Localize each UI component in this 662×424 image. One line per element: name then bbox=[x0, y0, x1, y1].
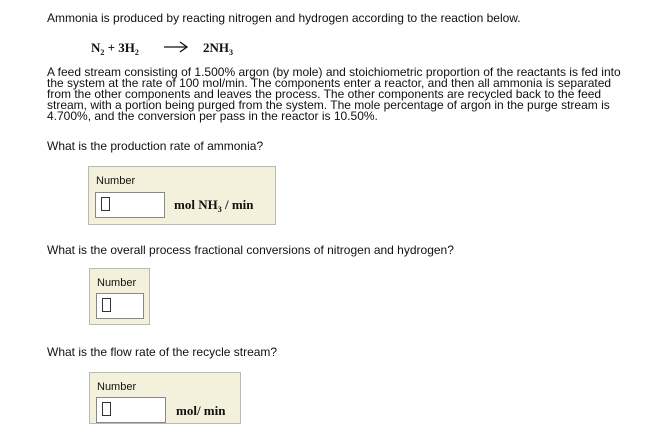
unit-3-prefix: mol/ min bbox=[176, 403, 226, 418]
answer-box-3-label: Number bbox=[97, 381, 137, 393]
answer-box-2-label: Number bbox=[97, 277, 137, 289]
question-3-text: What is the flow rate of the recycle stream? bbox=[47, 345, 278, 359]
problem-paragraph bbox=[47, 67, 659, 122]
reaction-arrow-icon bbox=[163, 40, 189, 54]
answer-box-2 bbox=[89, 268, 150, 325]
reactant-nitrogen-subscript: 2 bbox=[100, 48, 105, 57]
answer-input-3[interactable] bbox=[96, 397, 166, 423]
answer-input-2[interactable] bbox=[96, 293, 144, 319]
question-2-text: What is the overall process fractional conversions of nitrogen and hydrogen? bbox=[47, 243, 454, 257]
question-1-text: What is the production rate of ammonia? bbox=[47, 139, 264, 153]
answer-unit-3 bbox=[176, 403, 225, 419]
paragraph-line: A feed stream consisting of 1.500% argon (by mole) and stoichiometric proportion of the reactants is fed into bbox=[47, 65, 621, 79]
product-ammonia: 2NH bbox=[203, 40, 229, 55]
reactant-nitrogen: N bbox=[91, 40, 101, 55]
unit-1-prefix: mol NH bbox=[174, 197, 218, 212]
reaction-equation-reactants bbox=[91, 40, 139, 57]
answer-unit-1 bbox=[174, 197, 254, 214]
reactant-hydrogen: + 3H bbox=[104, 40, 135, 55]
answer-box-1 bbox=[88, 166, 276, 225]
answer-box-1-label: Number bbox=[96, 175, 136, 187]
paragraph-line: from the other components and leaves the process. The other components are recycled back to the feed bbox=[47, 87, 602, 101]
unit-1-subscript: 3 bbox=[217, 205, 222, 214]
text-cursor-icon bbox=[102, 402, 111, 416]
answer-box-3 bbox=[89, 372, 241, 424]
paragraph-line: 4.700%, and the conversion per pass in the reactor is 10.50%. bbox=[47, 109, 378, 123]
paragraph-line: the system at the rate of 100 mol/min. The components enter a reactor, and then all ammonia is separated bbox=[47, 76, 612, 90]
reactant-hydrogen-subscript: 2 bbox=[134, 48, 139, 57]
unit-1-suffix: / min bbox=[221, 197, 254, 212]
reaction-equation-product bbox=[203, 40, 233, 57]
paragraph-line: stream, with a portion being purged from the system. The mole percentage of argon in the purge stream is bbox=[47, 98, 610, 112]
product-ammonia-subscript: 3 bbox=[229, 48, 233, 57]
intro-text: Ammonia is produced by reacting nitrogen and hydrogen according to the reaction below. bbox=[47, 11, 521, 25]
text-cursor-icon bbox=[102, 298, 111, 312]
text-cursor-icon bbox=[101, 197, 110, 211]
answer-input-1[interactable] bbox=[95, 192, 165, 218]
